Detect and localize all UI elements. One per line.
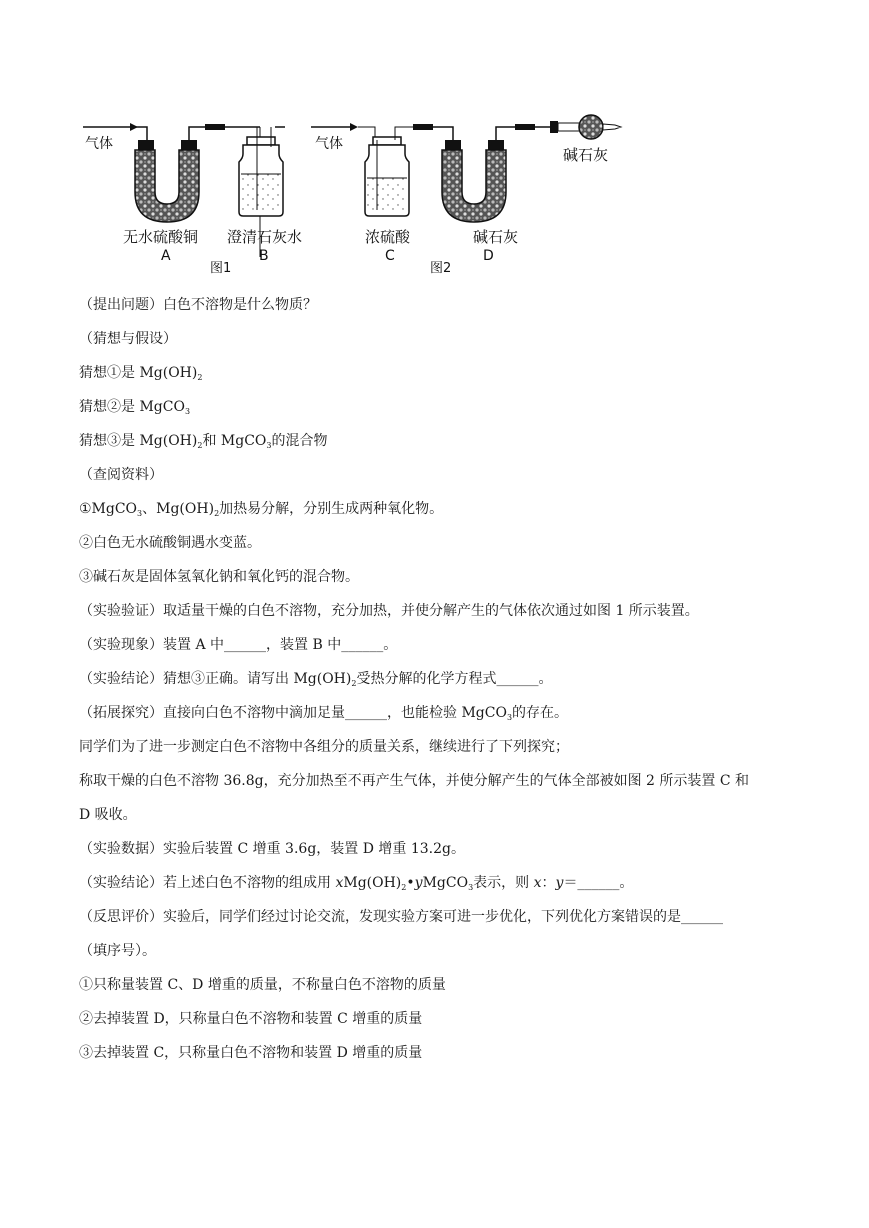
device-d-u-tube xyxy=(442,127,520,264)
device-c-name: 浓硫酸 xyxy=(365,228,411,246)
experiment-conclusion-1: （实验结论）猜想③正确。请写出 $Mg(OH)_2$受热分解的化学方程式______。 xyxy=(79,671,553,688)
gas-label-1: 气体 xyxy=(85,136,113,152)
figure-1-caption: 图1 xyxy=(210,261,232,276)
gas-label-2: 气体 xyxy=(315,136,343,152)
experiment-data: （实验数据）实验后装置 C 增重 3.6g，装置 D 增重 13.2g。 xyxy=(79,841,465,857)
apparatus-figure xyxy=(75,112,635,277)
connector-cd xyxy=(413,124,453,140)
figure-2-caption: 图2 xyxy=(430,261,452,276)
reference-2: ②白色无水硫酸铜遇水变蓝。 xyxy=(79,535,261,551)
further-inquiry: 同学们为了进一步测定白色不溶物中各组分的质量关系，继续进行了下列探究； xyxy=(79,739,569,755)
reflection-line-2: （填序号）。 xyxy=(79,943,156,959)
soda-lime-tube-label: 碱石灰 xyxy=(563,146,609,164)
reference-3: ③碱石灰是固体氢氧化钠和氧化钙的混合物。 xyxy=(79,569,359,585)
weighing-line-1: 称取干燥的白色不溶物 36.8g，充分加热至不再产生气体，并使分解产生的气体全部被如图 2 所示装置 C 和 xyxy=(79,773,750,789)
reference-1: ①MgCO$_3$、$Mg(OH)_2$加热易分解，分别生成两种氧化物。 xyxy=(79,501,444,518)
hypothesis-heading: （猜想与假设） xyxy=(79,331,177,347)
hypothesis-3: 猜想③是 $Mg(OH)_2$和 MgCO$_3$的混合物 xyxy=(79,433,328,450)
drying-tube xyxy=(515,115,621,164)
weighing-line-2: D 吸收。 xyxy=(79,807,137,823)
device-b-bottle xyxy=(227,127,302,264)
device-b-letter: B xyxy=(259,248,269,264)
option-1: ①只称量装置 C、D 增重的质量，不称量白色不溶物的质量 xyxy=(79,977,446,993)
experiment-phenomenon: （实验现象）装置 A 中______，装置 B 中______。 xyxy=(79,637,398,653)
device-b-name: 澄清石灰水 xyxy=(227,228,303,246)
device-c-letter: C xyxy=(385,248,395,264)
device-d-letter: D xyxy=(483,248,494,264)
gas-inlet-2 xyxy=(311,123,358,152)
option-2: ②去掉装置 D，只称量白色不溶物和装置 C 增重的质量 xyxy=(79,1011,423,1027)
experiment-verification: （实验验证）取适量干燥的白色不溶物，充分加热，并使分解产生的气体依次通过如图 1 所示装置。 xyxy=(79,603,699,619)
device-a-letter: A xyxy=(161,248,171,264)
device-d-name: 碱石灰 xyxy=(473,228,519,246)
device-c-bottle xyxy=(358,127,415,264)
device-a-u-tube xyxy=(123,127,210,264)
reflection-line-1: （反思评价）实验后，同学们经过讨论交流，发现实验方案可进一步优化，下列优化方案错误的是______ xyxy=(79,909,723,925)
reference-heading: （查阅资料） xyxy=(79,467,163,483)
device-a-name: 无水硫酸铜 xyxy=(123,228,199,246)
extended-inquiry: （拓展探究）直接向白色不溶物中滴加足量______，也能检验 MgCO$_3$的存在。 xyxy=(79,705,569,722)
gas-inlet-1 xyxy=(83,123,138,152)
question-line: （提出问题）白色不溶物是什么物质？ xyxy=(79,297,317,313)
experiment-conclusion-2: （实验结论）若上述白色不溶物的组成用 $xMg(OH)_2•yMgCO_3$表示，则 x：y＝______。 xyxy=(79,875,634,892)
hypothesis-1: 猜想①是 $Mg(OH)_2$ xyxy=(79,365,203,382)
hypothesis-2: 猜想②是 MgCO$_3$ xyxy=(79,399,191,416)
option-3: ③去掉装置 C，只称量白色不溶物和装置 D 增重的质量 xyxy=(79,1045,423,1061)
